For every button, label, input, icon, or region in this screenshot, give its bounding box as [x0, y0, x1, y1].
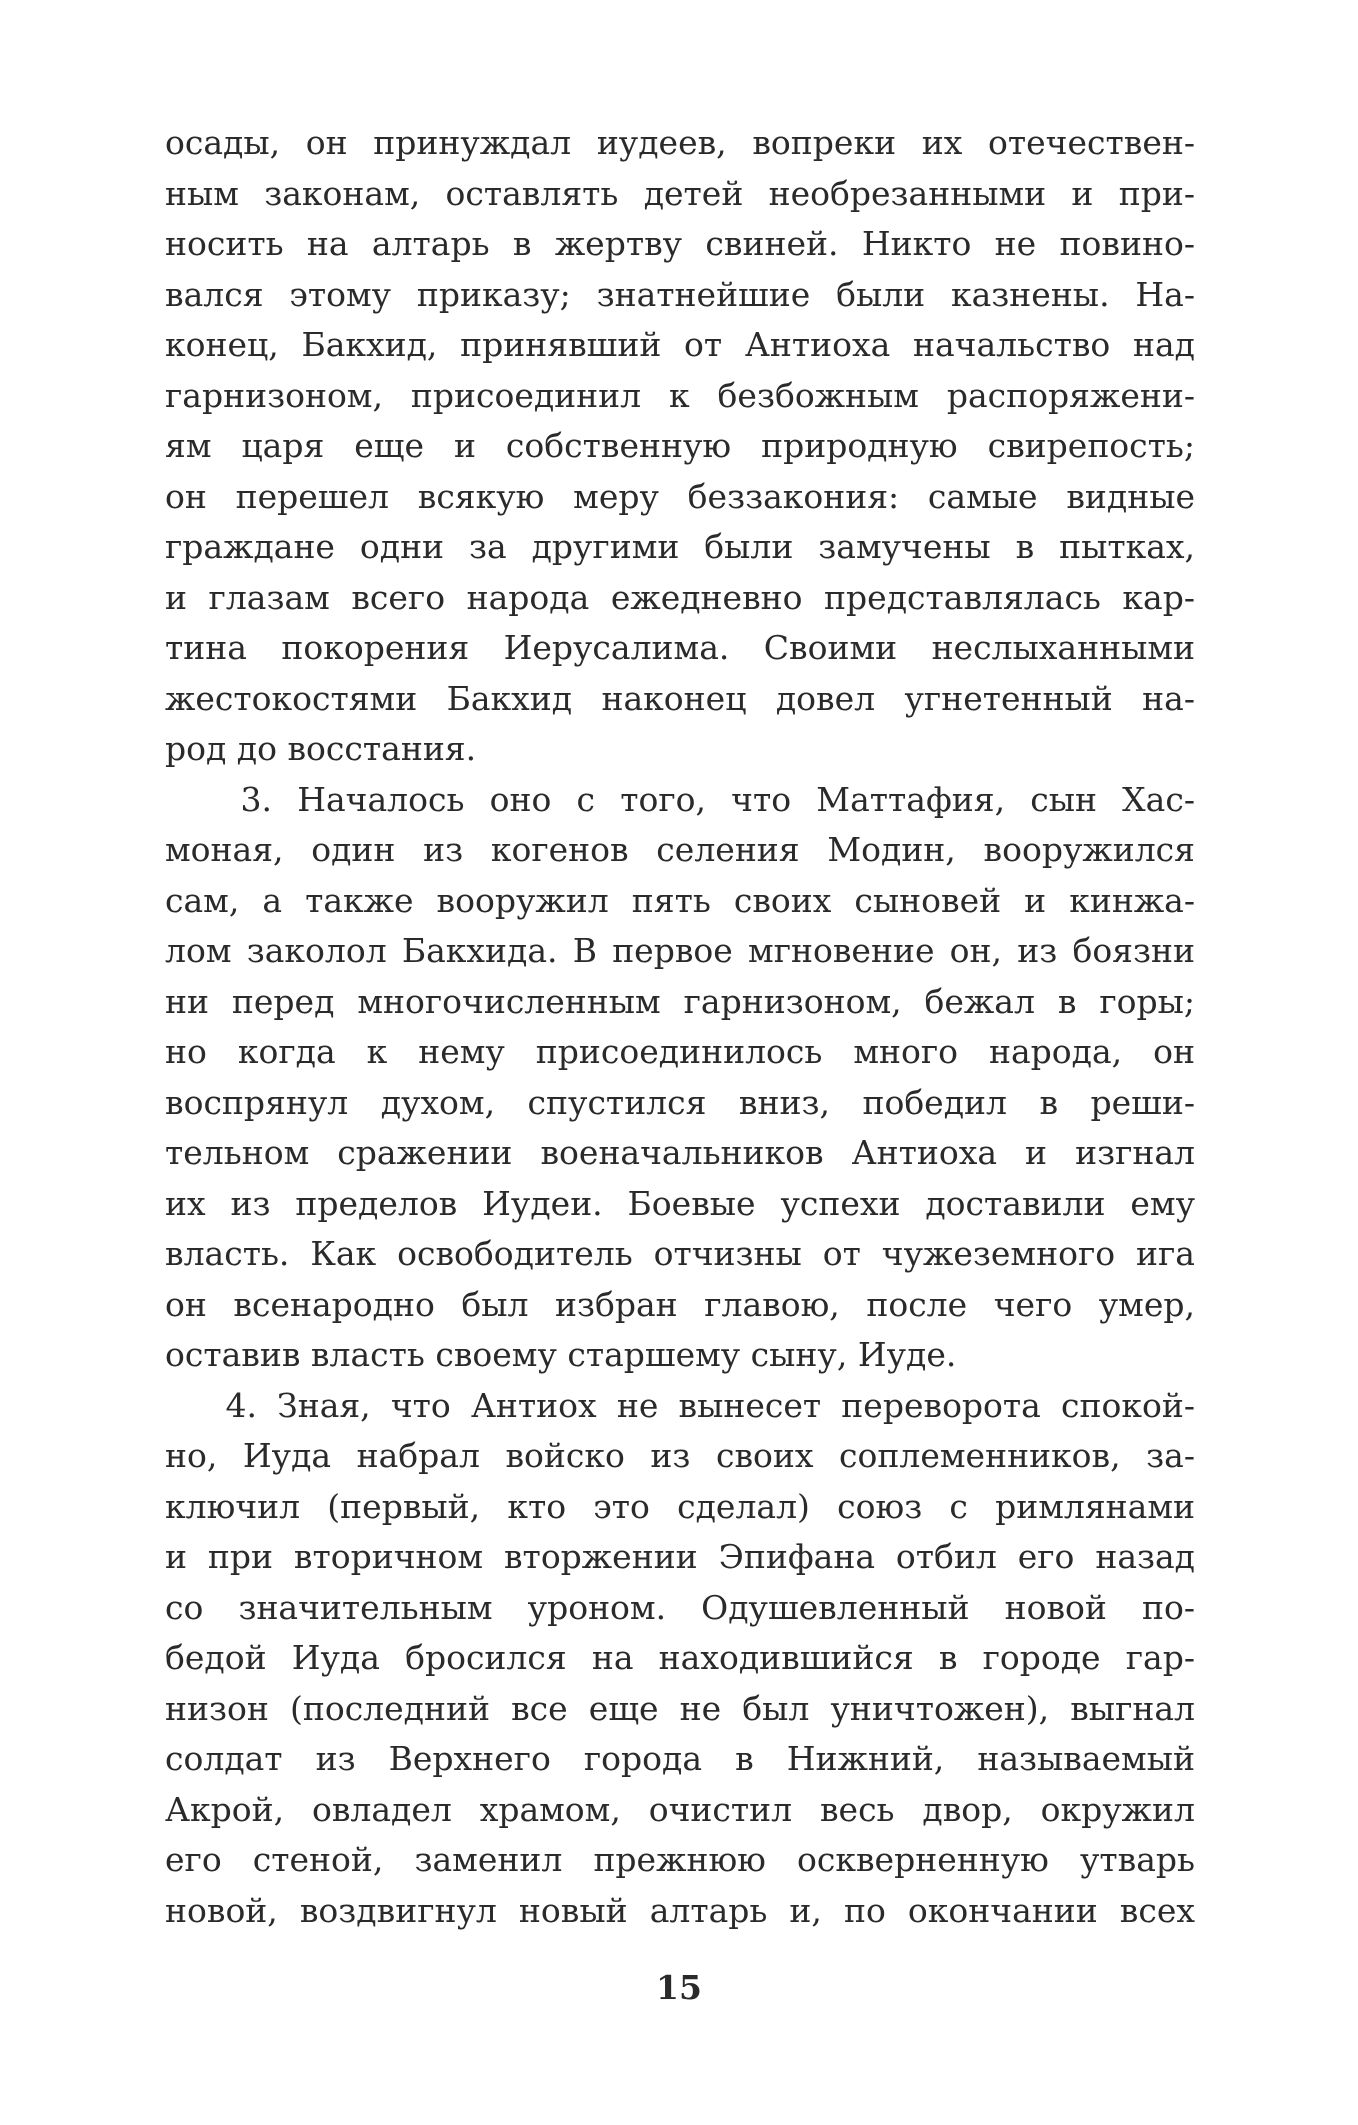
text-line: моная, один из когенов селения Модин, вооружился — [165, 830, 1195, 869]
text-line: солдат из Верхнего города в Нижний, называемый — [165, 1739, 1195, 1778]
text-line: но когда к нему присоединилось много народа, он — [165, 1032, 1195, 1071]
text-line: Акрой, овладел храмом, очистил весь двор, окружил — [165, 1789, 1195, 1829]
text-line: жестокостями Бакхид наконец довел угнетенный на- — [165, 678, 1195, 718]
text-line: власть. Как освободитель отчизны от чужеземного ига — [165, 1234, 1195, 1273]
text-line: но, Иуда набрал войско из своих соплеменников, за- — [165, 1436, 1195, 1475]
text-line: тельном сражении военачальников Антиоха и изгнал — [165, 1133, 1195, 1172]
text-line: тина покорения Иерусалима. Своими неслыханными — [165, 628, 1195, 667]
text-line: и глазам всего народа ежедневно представлялась кар- — [165, 577, 1195, 617]
text-line: его стеной, заменил прежнюю оскверненную утварь — [165, 1840, 1195, 1879]
text-line: носить на алтарь в жертву свиней. Никто не повино- — [165, 224, 1195, 263]
text-line: и при вторичном вторжении Эпифана отбил его назад — [165, 1537, 1195, 1576]
page-number: 15 — [656, 1968, 702, 2007]
text-line: ключил (первый, кто это сделал) союз с римлянами — [165, 1486, 1195, 1526]
text-line: сам, а также вооружил пять своих сыновей и кинжа- — [165, 880, 1195, 920]
body-text — [165, 118, 1195, 1936]
text-line: осады, он принуждал иудеев, вопреки их отечествен- — [165, 123, 1195, 162]
text-line: гарнизоном, присоединил к безбожным распоряжени- — [165, 375, 1195, 415]
text-line: воспрянул духом, спустился вниз, победил в реши- — [165, 1082, 1195, 1122]
text-line: он перешел всякую меру беззакония: самые видные — [165, 476, 1195, 516]
text-line: низон (последний все еще не был уничтожен), выгнал — [165, 1688, 1195, 1728]
text-line: их из пределов Иудеи. Боевые успехи доставили ему — [165, 1183, 1195, 1223]
text-line: граждане одни за другими были замучены в пытках, — [165, 527, 1195, 566]
text-line: бедой Иуда бросился на находившийся в городе гар- — [165, 1638, 1195, 1677]
text-line: вался этому приказу; знатнейшие были казнены. На- — [165, 274, 1195, 314]
text-line: 3. Началось оно с того, что Маттафия, сын Хас- — [165, 779, 1195, 819]
text-line: ям царя еще и собственную природную свирепость; — [165, 426, 1195, 465]
text-line: лом заколол Бакхида. В первое мгновение он, из боязни — [165, 931, 1195, 970]
text-line: со значительным уроном. Одушевленный новой по- — [165, 1587, 1195, 1627]
text-line: новой, воздвигнул новый алтарь и, по окончании всех — [165, 1890, 1195, 1930]
text-line: ни перед многочисленным гарнизоном, бежал в горы; — [165, 981, 1195, 1021]
text-line: род до восстания. — [165, 729, 477, 768]
text-line: оставив власть своему старшему сыну, Иуде. — [165, 1335, 957, 1374]
text-line: он всенародно был избран главою, после чего умер, — [165, 1284, 1195, 1324]
text-line: конец, Бакхид, принявший от Антиоха начальство над — [165, 325, 1195, 364]
text-line: ным законам, оставлять детей необрезанными и при- — [165, 173, 1195, 213]
text-line: 4. Зная, что Антиох не вынесет переворота спокой- — [165, 1385, 1195, 1425]
